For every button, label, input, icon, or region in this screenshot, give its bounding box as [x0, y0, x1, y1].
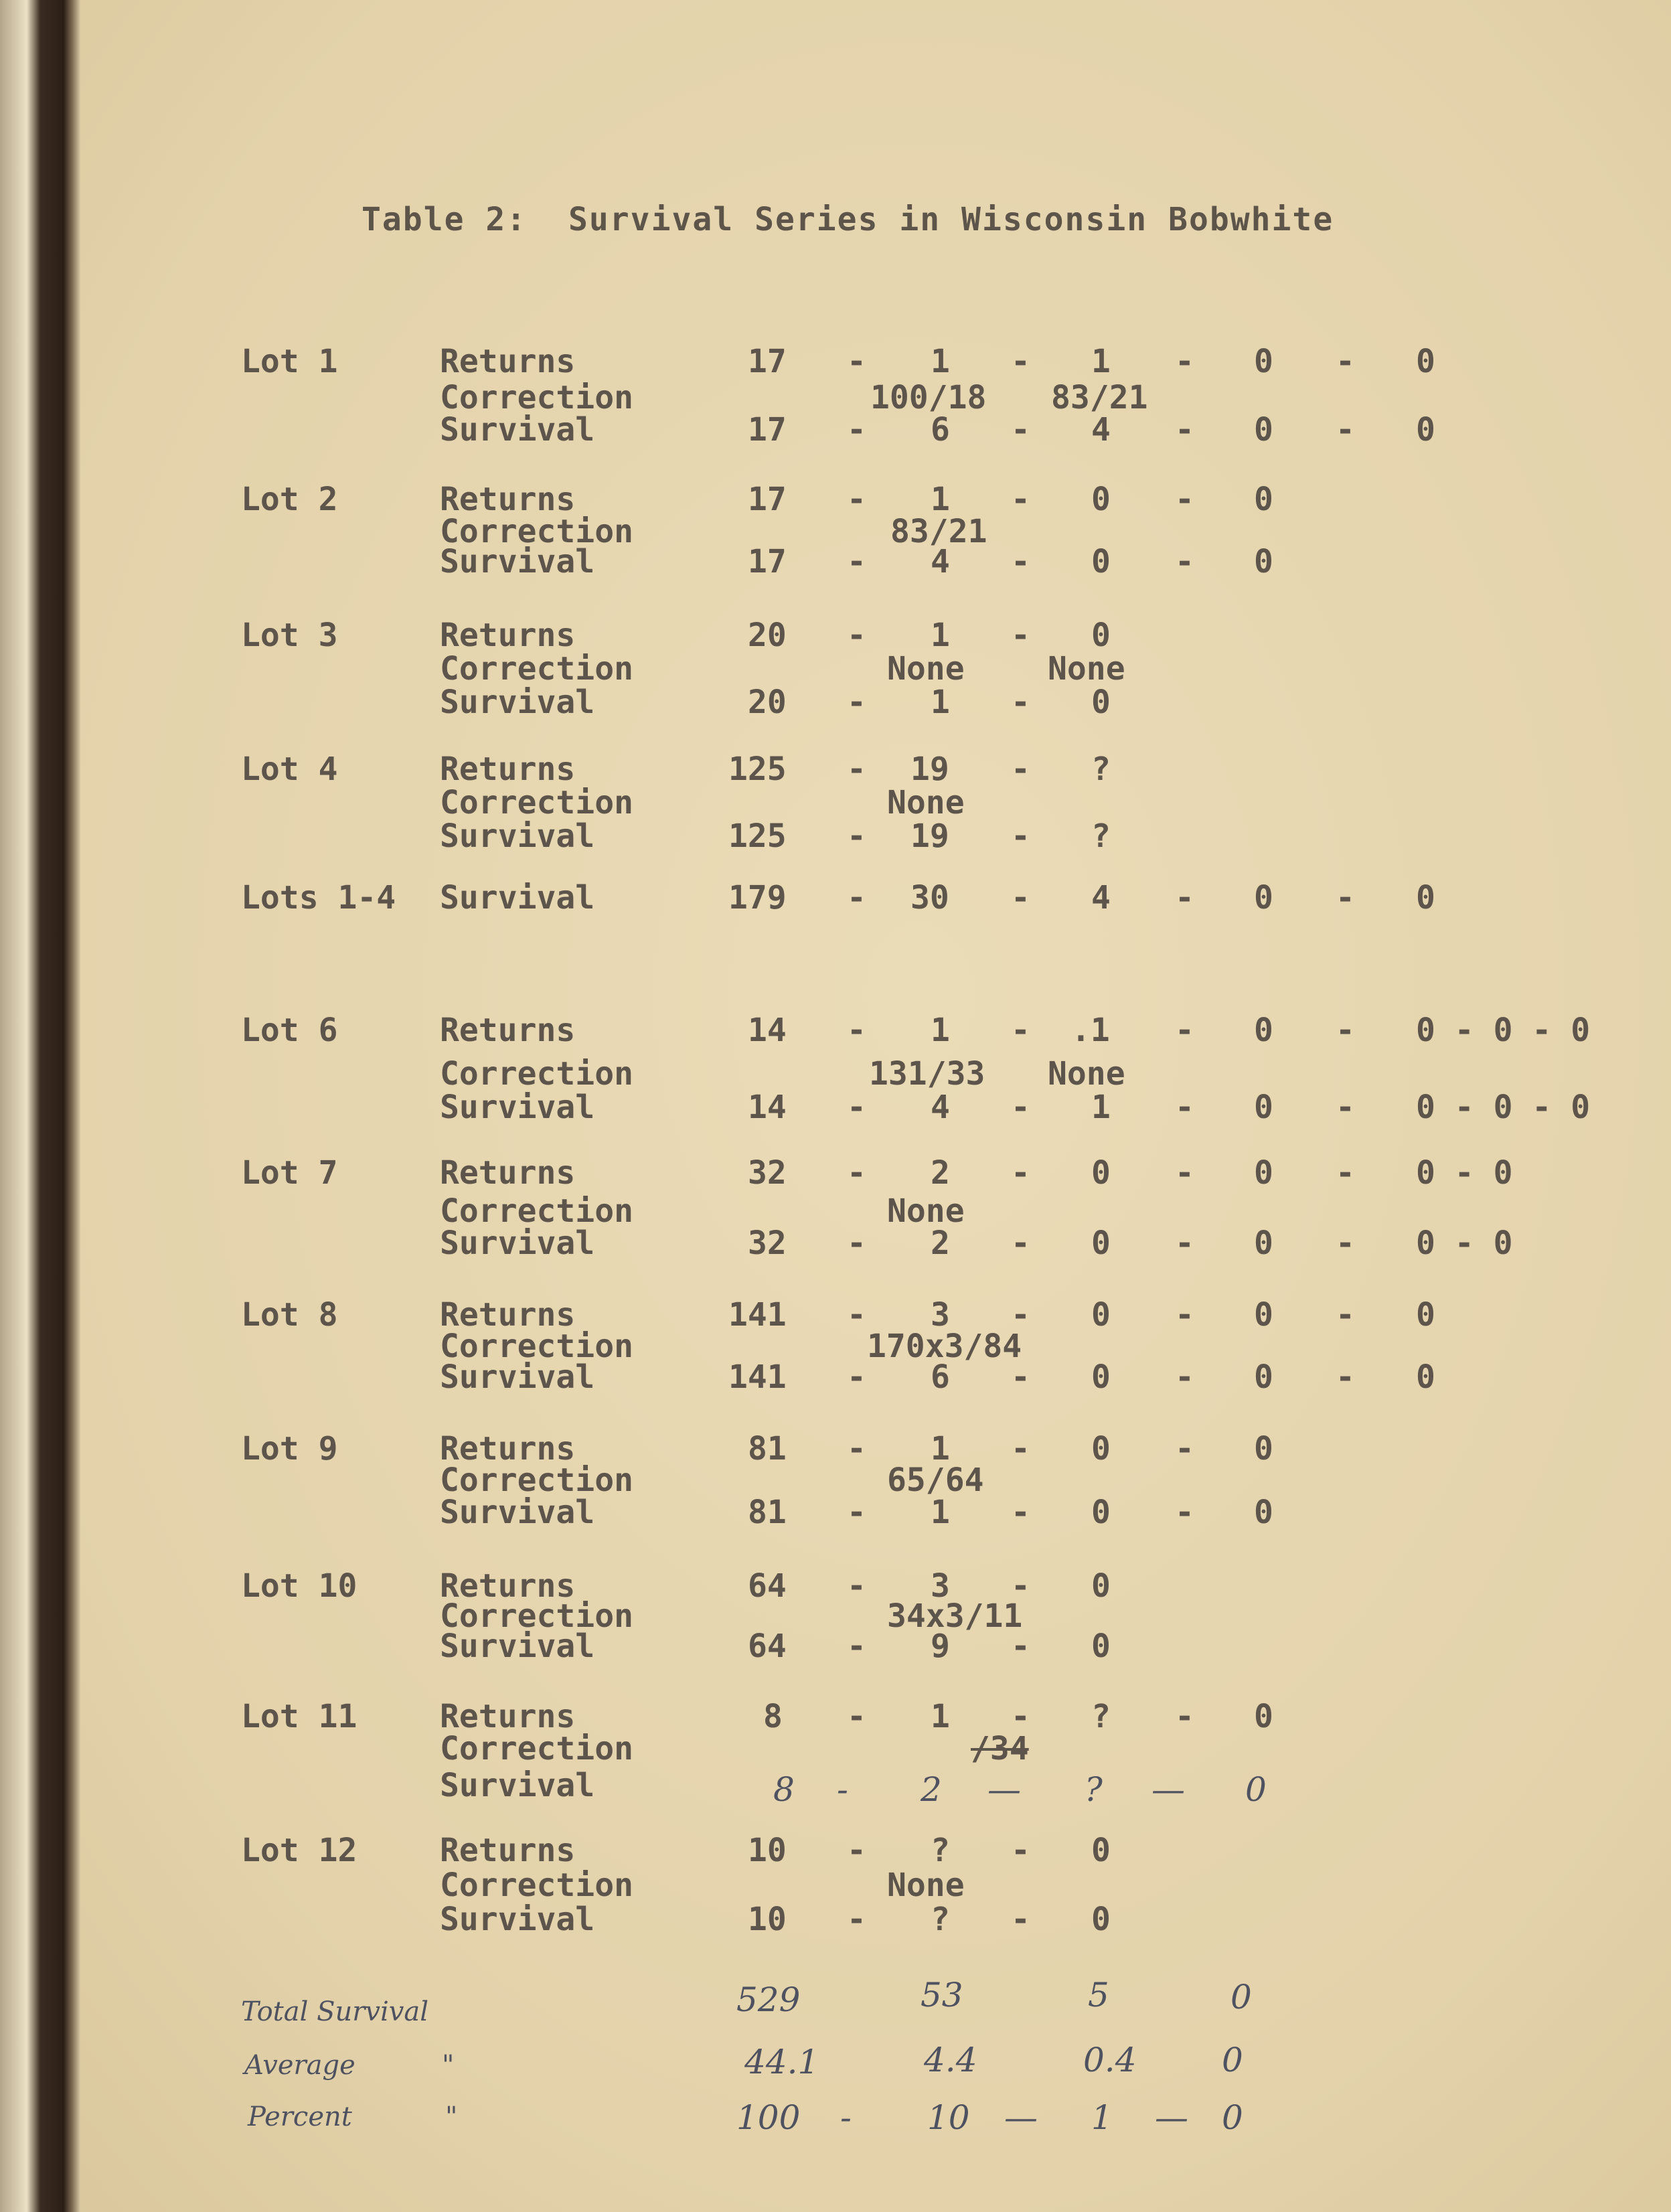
cell: 17 [748, 411, 787, 449]
cell: 179 [728, 879, 787, 917]
row-label: Returns [440, 750, 576, 788]
dash: - [1175, 1494, 1194, 1531]
dash: - [1011, 481, 1030, 518]
cell: 0 [1416, 1296, 1435, 1334]
lot-label: Lot 12 [241, 1832, 357, 1869]
row-label: Returns [440, 1567, 576, 1605]
cell: 0 [1091, 1567, 1111, 1605]
row-label: Correction [440, 1597, 633, 1635]
dash: - [1175, 1358, 1194, 1396]
dash: - [1011, 1089, 1030, 1126]
row-label: Survival [440, 1767, 595, 1804]
row-label: Survival [440, 1089, 595, 1126]
cell: ? [931, 1901, 950, 1938]
cell: 17 [748, 543, 787, 580]
cell: None [887, 1867, 965, 1904]
dash: - [847, 1430, 866, 1468]
row-label: Returns [440, 1296, 576, 1334]
lot-label: Lot 7 [241, 1154, 338, 1192]
row-label: Correction [440, 379, 633, 416]
handwritten-cell: 8 [773, 1770, 795, 1809]
handwritten-cell: ? [1085, 1770, 1103, 1809]
cell: 32 [748, 1154, 787, 1192]
percent-label: Percent [248, 2102, 352, 2132]
lot-label: Lots 1-4 [241, 879, 396, 917]
row-label: Correction [440, 513, 633, 550]
cell: ? [931, 1832, 950, 1869]
cell: 0 [1254, 1358, 1273, 1396]
dash: - [847, 411, 866, 449]
cell: 0 [1091, 1901, 1111, 1938]
average-cell: 4.4 [924, 2041, 977, 2079]
cell: 125 [728, 817, 787, 855]
cell: 131/33 [869, 1055, 985, 1093]
cell: 2 [931, 1224, 950, 1262]
cell: 0 - 0 - 0 [1416, 1089, 1591, 1126]
lot-label: Lot 10 [241, 1567, 357, 1605]
cell: 6 [931, 1358, 950, 1396]
handwritten-cell: 2 [921, 1770, 942, 1809]
cell: 2 [931, 1154, 950, 1192]
row-label: Returns [440, 343, 576, 380]
cell: 0 [1416, 879, 1435, 917]
cell: 81 [748, 1430, 787, 1468]
cell: 0 [1254, 1224, 1273, 1262]
row-label: Survival [440, 1224, 595, 1262]
dash: - [1011, 1012, 1030, 1049]
dash: - [1336, 343, 1355, 380]
cell: 0 [1091, 1296, 1111, 1334]
percent-cell: 1 [1091, 2098, 1113, 2137]
cell: 0 - 0 - 0 [1416, 1012, 1591, 1049]
dash: - [1175, 1296, 1194, 1334]
cell: 0 [1091, 1832, 1111, 1869]
dash: - [1175, 1698, 1194, 1735]
dash: - [1011, 1494, 1030, 1531]
cell: 0 [1254, 543, 1273, 580]
cell: 0 [1254, 1296, 1273, 1334]
cell: None [1048, 1055, 1125, 1093]
cell: 4 [1091, 879, 1111, 917]
dash: - [847, 1494, 866, 1531]
cell: 0 [1091, 1628, 1111, 1665]
dash: - [1336, 1358, 1355, 1396]
cell: 0 - 0 [1416, 1154, 1513, 1192]
row-label: Survival [440, 684, 595, 721]
cell: None [887, 1192, 965, 1230]
cell: None [887, 650, 965, 688]
cell: 0 [1091, 1494, 1111, 1531]
cell: 0 [1254, 1089, 1273, 1126]
total-cell: 529 [736, 1980, 801, 2019]
cell: 20 [748, 684, 787, 721]
lot-label: Lot 2 [241, 481, 338, 518]
total-cell: 5 [1088, 1976, 1109, 2014]
cell: 4 [931, 1089, 950, 1126]
lot-label: Lot 11 [241, 1698, 357, 1735]
row-label: Returns [440, 1154, 576, 1192]
dash: - [1175, 1154, 1194, 1192]
cell: 64 [748, 1628, 787, 1665]
cell: None [887, 784, 965, 821]
dash: - [847, 343, 866, 380]
dash: - [1011, 1832, 1030, 1869]
cell: 83/21 [890, 513, 987, 550]
ditto-mark: " [445, 2102, 458, 2132]
lot-label: Lot 1 [241, 343, 338, 380]
cell: ? [1091, 817, 1111, 855]
average-label: Average [244, 2050, 355, 2081]
lot-label: Lot 8 [241, 1296, 338, 1334]
cell: 4 [931, 543, 950, 580]
row-label: Survival [440, 411, 595, 449]
cell: ? [1091, 1698, 1111, 1735]
row-label: Returns [440, 1698, 576, 1735]
dash: - [847, 1012, 866, 1049]
dash: - [1336, 1224, 1355, 1262]
dash: - [847, 1154, 866, 1192]
total-cell: 0 [1230, 1978, 1252, 2017]
percent-dash: — [1155, 2098, 1188, 2137]
average-cell: 44.1 [744, 2043, 819, 2081]
cell: 9 [931, 1628, 950, 1665]
dash: - [847, 1901, 866, 1938]
cell: 34x3/11 [887, 1597, 1023, 1635]
dash: - [1011, 1901, 1030, 1938]
cell: 17 [748, 343, 787, 380]
dash: - [1011, 411, 1030, 449]
lot-label: Lot 4 [241, 750, 338, 788]
dash: - [1175, 481, 1194, 518]
cell: 3 [931, 1567, 950, 1605]
dash: - [1336, 879, 1355, 917]
dash: - [1336, 1089, 1355, 1126]
row-label: Correction [440, 1867, 633, 1904]
cell: 10 [748, 1832, 787, 1869]
row-label: Survival [440, 1358, 595, 1396]
table-title: Table 2: Survival Series in Wisconsin Bobwhite [362, 201, 1334, 238]
cell: 0 [1254, 411, 1273, 449]
dash: - [1011, 879, 1030, 917]
cell: 1 [931, 1494, 950, 1531]
cell: 32 [748, 1224, 787, 1262]
dash: - [847, 1224, 866, 1262]
cell: 83/21 [1051, 379, 1148, 416]
dash: - [1175, 343, 1194, 380]
dash: - [1175, 411, 1194, 449]
dash: - [847, 879, 866, 917]
cell: 0 [1254, 1012, 1273, 1049]
cell: 6 [931, 411, 950, 449]
dash: - [847, 543, 866, 580]
lot-label: Lot 9 [241, 1430, 338, 1468]
dash: - [1011, 1296, 1030, 1334]
cell: 0 [1091, 1224, 1111, 1262]
cell: 141 [728, 1296, 787, 1334]
cell: 0 [1091, 1154, 1111, 1192]
cell: None [1048, 650, 1125, 688]
cell: 81 [748, 1494, 787, 1531]
cell: 30 [910, 879, 949, 917]
cell: 0 [1254, 481, 1273, 518]
dash: - [847, 750, 866, 788]
cell: 1 [1091, 343, 1111, 380]
struck-correction: /34 [971, 1730, 1029, 1767]
cell: 0 [1254, 1698, 1273, 1735]
cell: .1 [1071, 1012, 1110, 1049]
dash: - [847, 1567, 866, 1605]
dash: - [1175, 1430, 1194, 1468]
cell: 1 [931, 343, 950, 380]
cell: 170x3/84 [867, 1328, 1022, 1365]
row-label: Correction [440, 1328, 633, 1365]
cell: 17 [748, 481, 787, 518]
cell: 0 [1254, 879, 1273, 917]
row-label: Correction [440, 784, 633, 821]
cell: 14 [748, 1089, 787, 1126]
cell: 20 [748, 617, 787, 654]
cell: 1 [931, 1012, 950, 1049]
row-label: Survival [440, 543, 595, 580]
average-cell: 0.4 [1083, 2041, 1137, 2079]
cell: 0 [1091, 481, 1111, 518]
cell: 65/64 [887, 1462, 984, 1499]
cell: 0 [1091, 1358, 1111, 1396]
dash: - [1011, 1698, 1030, 1735]
dash: - [1175, 1224, 1194, 1262]
cell: 10 [748, 1901, 787, 1938]
cell: 100/18 [870, 379, 987, 416]
dash: - [1175, 879, 1194, 917]
row-label: Returns [440, 617, 576, 654]
handwritten-dash: — [987, 1770, 1021, 1809]
cell: 1 [931, 1698, 950, 1735]
dash: - [1011, 1224, 1030, 1262]
percent-cell: 10 [927, 2098, 970, 2137]
cell: 1 [931, 617, 950, 654]
cell: 0 [1416, 1358, 1435, 1396]
cell: 64 [748, 1567, 787, 1605]
dash: - [1011, 1628, 1030, 1665]
row-label: Survival [440, 1628, 595, 1665]
cell: 0 [1091, 1430, 1111, 1468]
lot-label: Lot 3 [241, 617, 338, 654]
cell: 0 [1091, 617, 1111, 654]
cell: 14 [748, 1012, 787, 1049]
percent-dash: - [840, 2098, 852, 2137]
dash: - [1011, 1154, 1030, 1192]
cell: 3 [931, 1296, 950, 1334]
cell: 125 [728, 750, 787, 788]
dash: - [1011, 543, 1030, 580]
dash: - [1175, 543, 1194, 580]
cell: 0 [1416, 343, 1435, 380]
dash: - [1011, 343, 1030, 380]
dash: - [1336, 411, 1355, 449]
row-label: Correction [440, 1462, 633, 1499]
cell: 0 [1091, 684, 1111, 721]
row-label: Survival [440, 1901, 595, 1938]
row-label: Correction [440, 1192, 633, 1230]
cell: 1 [1091, 1089, 1111, 1126]
dash: - [847, 481, 866, 518]
row-label: Correction [440, 650, 633, 688]
dash: - [1011, 817, 1030, 855]
dash: - [1175, 1012, 1194, 1049]
cell: 0 [1254, 1430, 1273, 1468]
cell: ? [1091, 750, 1111, 788]
dash: - [1011, 1567, 1030, 1605]
row-label: Survival [440, 879, 595, 917]
cell: 0 [1254, 343, 1273, 380]
cell: 1 [931, 481, 950, 518]
cell: 1 [931, 684, 950, 721]
cell: 0 [1416, 411, 1435, 449]
dash: - [847, 1628, 866, 1665]
lot-label: Lot 6 [241, 1012, 338, 1049]
total-cell: 53 [921, 1976, 963, 2014]
row-label: Returns [440, 1832, 576, 1869]
cell: 0 [1254, 1154, 1273, 1192]
cell: 1 [931, 1430, 950, 1468]
dash: - [847, 1296, 866, 1334]
percent-cell: 0 [1222, 2098, 1243, 2137]
average-cell: 0 [1222, 2041, 1243, 2079]
cell: 0 [1254, 1494, 1273, 1531]
dash: - [1011, 750, 1030, 788]
dash: - [847, 1698, 866, 1735]
cell: 0 [1091, 543, 1111, 580]
row-label: Correction [440, 1730, 633, 1767]
dash: - [1336, 1296, 1355, 1334]
handwritten-dash: - [837, 1770, 848, 1809]
percent-cell: 100 [736, 2098, 801, 2137]
dash: - [1336, 1012, 1355, 1049]
dash: - [847, 817, 866, 855]
dash: - [1336, 1154, 1355, 1192]
dash: - [847, 1089, 866, 1126]
row-label: Returns [440, 1012, 576, 1049]
dash: - [847, 1832, 866, 1869]
row-label: Returns [440, 481, 576, 518]
handwritten-cell: 0 [1245, 1770, 1267, 1809]
ditto-mark: " [442, 2050, 455, 2081]
dash: - [1011, 1358, 1030, 1396]
row-label: Returns [440, 1430, 576, 1468]
row-label: Correction [440, 1055, 633, 1093]
total-label: Total Survival [241, 1996, 428, 2027]
dash: - [847, 684, 866, 721]
book-binding [0, 0, 80, 2212]
percent-dash: — [1004, 2098, 1038, 2137]
dash: - [1011, 617, 1030, 654]
cell: 141 [728, 1358, 787, 1396]
dash: - [1011, 684, 1030, 721]
cell: 19 [910, 817, 949, 855]
dash: - [1011, 1430, 1030, 1468]
cell: 8 [763, 1698, 783, 1735]
handwritten-dash: — [1151, 1770, 1185, 1809]
dash: - [847, 617, 866, 654]
dash: - [847, 1358, 866, 1396]
dash: - [1175, 1089, 1194, 1126]
cell: 19 [910, 750, 949, 788]
cell: 4 [1091, 411, 1111, 449]
cell: 0 - 0 [1416, 1224, 1513, 1262]
row-label: Survival [440, 1494, 595, 1531]
row-label: Survival [440, 817, 595, 855]
